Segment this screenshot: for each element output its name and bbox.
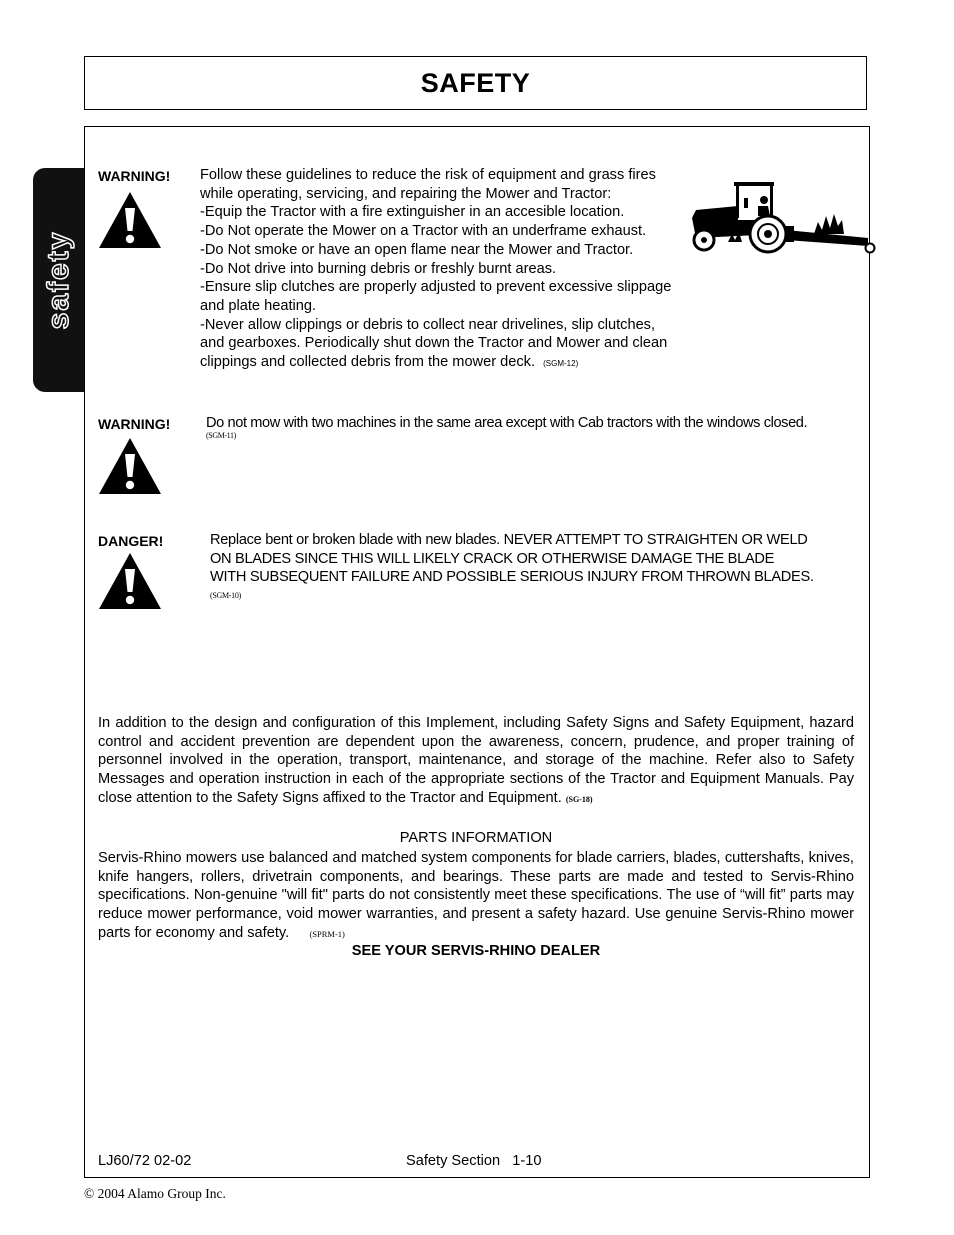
- warning-triangle-icon: [98, 437, 162, 495]
- safety-paragraph: [98, 714, 854, 810]
- tractor-mower-fire-illustration: [686, 176, 876, 256]
- safety-paragraph-text: In addition to the design and configuration of this Implement, including Safety Signs and Safety Equipment, hazard control and accident prevention are dependent upon the awareness, concern, prudence, and proper training of personnel involved in the operation, transport, maintenance, and storage of the machine. Refer also to Safety Messages and operation instruction in each of the appropriate sections of the Tractor and Equipment Manuals. Pay close attention to the Safety Signs affixed to the Tractor and Equipment.: [98, 715, 854, 806]
- reference-code: (SGM-11): [206, 431, 236, 440]
- danger-text: [210, 531, 855, 606]
- copyright: © 2004 Alamo Group Inc.: [84, 1186, 226, 1201]
- footer-section: Safety Section 1-10: [406, 1153, 542, 1169]
- reference-code: (SPRM-1): [309, 928, 345, 939]
- warning1-line: -Ensure slip clutches are properly adjusted to prevent excessive slippage: [200, 279, 672, 296]
- side-tab-label: safety: [41, 230, 75, 330]
- warning1-line: Follow these guidelines to reduce the risk of equipment and grass fires: [200, 167, 656, 183]
- reference-code: (SG-18): [565, 794, 593, 804]
- parts-paragraph-text: Servis-Rhino mowers use balanced and matched system components for blade carriers, blades, cuttershafts, knives, knife hangers, rollers, drivetrain components, and bearings. These parts are made and tested to Servis-Rhino specifications. Non-genuine "will fit" parts do not consistently meet these specifications. The use of “will fit” parts may reduce mower performance, void mower warranties, and present a safety hazard. Use genuine Servis-Rhino mower parts for economy and safety.: [98, 850, 854, 941]
- danger-triangle-icon: [98, 552, 162, 610]
- warning2-sentence: Do not mow with two machines in the same area except with Cab tractors with the windows closed.: [206, 415, 808, 431]
- reference-code: (SGM-12): [543, 359, 579, 369]
- warning2-text: [206, 415, 856, 440]
- side-tab: [33, 168, 84, 392]
- warning1-line: and plate heating.: [200, 297, 317, 314]
- warning1-line: -Do Not operate the Mower on a Tractor with an underframe exhaust.: [200, 223, 647, 240]
- warning1-text: [200, 166, 690, 374]
- danger-line: WITH SUBSEQUENT FAILURE AND POSSIBLE SERIOUS INJURY FROM THROWN BLADES.: [210, 569, 814, 586]
- warning-label: WARNING!: [98, 416, 171, 432]
- parts-paragraph: [98, 849, 854, 944]
- dealer-notice: SEE YOUR SERVIS-RHINO DEALER: [351, 943, 601, 959]
- warning1-line: -Equip the Tractor with a fire extinguisher in an accesible location.: [200, 204, 625, 221]
- warning-label: WARNING!: [98, 168, 171, 184]
- parts-information-heading: PARTS INFORMATION: [399, 830, 553, 846]
- danger-line: Replace bent or broken blade with new blades. NEVER ATTEMPT TO STRAIGHTEN OR WELD: [210, 532, 808, 548]
- footer-model: LJ60/72 02-02: [98, 1153, 192, 1169]
- warning-triangle-icon: [98, 191, 162, 249]
- reference-code: (SGM-10): [210, 591, 241, 601]
- warning1-line: while operating, servicing, and repairing the Mower and Tractor:: [200, 185, 612, 202]
- header-box: [84, 56, 867, 110]
- danger-label: DANGER!: [98, 533, 164, 549]
- danger-line: ON BLADES SINCE THIS WILL LIKELY CRACK OR OTHERWISE DAMAGE THE BLADE: [210, 550, 775, 567]
- page-title: SAFETY: [420, 68, 531, 98]
- warning1-line: and gearboxes. Periodically shut down the Tractor and Mower and clean: [200, 335, 668, 352]
- warning1-line: -Never allow clippings or debris to collect near drivelines, slip clutches,: [200, 316, 656, 333]
- warning1-line: -Do Not smoke or have an open flame near the Mower and Tractor.: [200, 241, 634, 258]
- warning1-line: -Do Not drive into burning debris or freshly burnt areas.: [200, 260, 557, 277]
- warning1-line: clippings and collected debris from the mower deck.: [200, 354, 536, 371]
